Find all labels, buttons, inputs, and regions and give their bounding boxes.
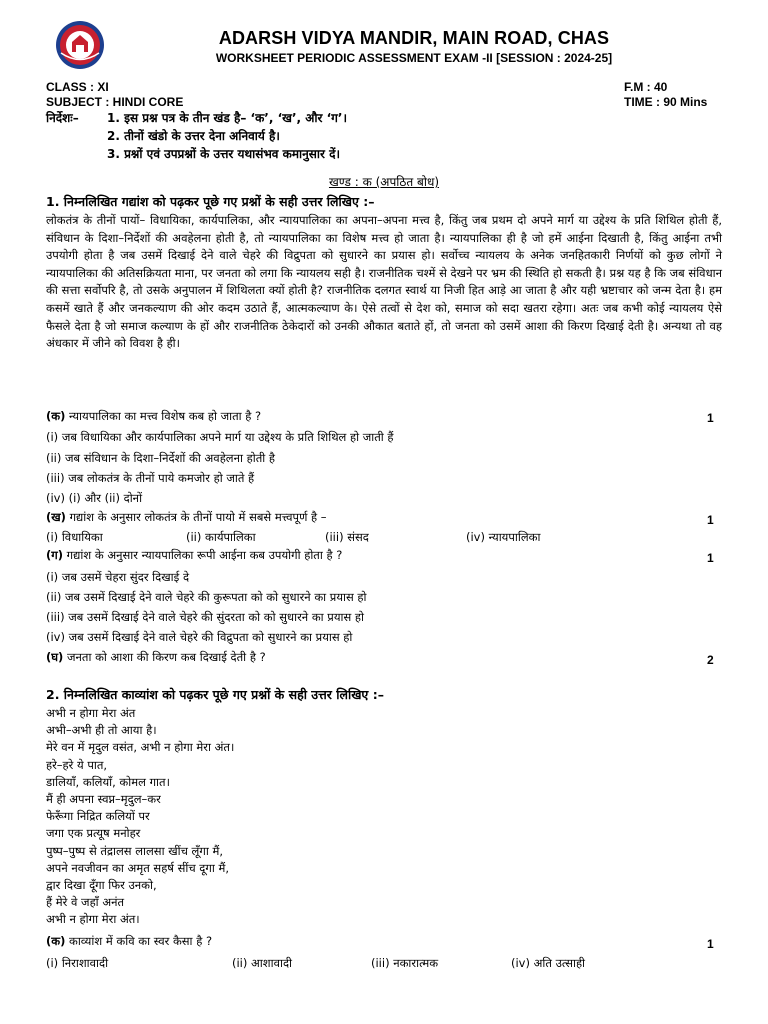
sub-question-text: न्यायपालिका का मत्त्व विशेष कब हो जाता है ? [69,409,262,423]
option: (iii) जब लोकतंत्र के तीनों पाये कमजोर हो जाते हैं [46,471,255,485]
option: (i) जब विधायिका और कार्यपालिका अपने मार्ग या उद्देश्य के प्रति शिथिल हो जाती हैं [46,430,394,444]
option: (i) जब उसमें चेहरा सुंदर दिखाई दे [46,570,190,584]
sub-question-label: (ग) [46,548,63,562]
instructions-label: निर्देशः– [46,111,79,125]
option: (ii) कार्यपालिका [186,530,256,544]
option: (iii) संसद [325,530,369,544]
prose-passage: लोकतंत्र के तीनों पायों– विधायिका, कार्यपालिका, और न्यायपालिका का अपना–अपना मत्त्व है, किंतु जब प्रथम दो अपने मार्ग या उद्देश्य के प्रति शिथिल होती हैं, संविधान के दिशा–निर्देशों की अवहेलना होती है, तो न्यायपालिका का विशेष मत्त्व हो जाता है। न्यायपालिका ही है जो हमें आईना दिखाती है, किंतु आईना तभी उपयोगी होता है जब उसमें दिखाई देने वाले चेहरे की विद्रुपता को सुधारने का प्रयास हो। सर्वोच्च न्यायलय के अनेक जनहितकारी निर्णयों को कुछ लोगों ने न्यायपालिका की अतिसक्रियता माना, पर जनता को लगा कि न्यायलय सही है। राजनीतिक चश्में से देखने पर भ्रम की स्थिति हो सकती है। प्रश्न यह है कि जब संविधान की सत्ता सर्वोपरि है, तो उसके अनुपालन में शिथिलता क्यों होती है? राजनीतिक दलगत स्वार्थ या निजी हित आड़े आ जाता है और यही भ्रष्टाचार को जन्म देता है। हम कसमें खाते हैं और जनकल्याण की ओर कदम उठाते हैं, आत्मकल्याण के। ऐसे तत्वों से देश को, समाज को सदा खतरा रहेगा। अतः जब कभी कोई न्यायलय ऐसे फैसले देता है जो समाज कल्याण के हों और राजनीतिक ठेकेदारों को उनकी औकात बताते हों, तो जनता को उसमें आशा की किरण दिखाई देती है। अन्यथा तो वह अंधकार में जीने को विवश है ही। [46,213,722,351]
option: (i) निराशावादी [46,956,109,970]
marks: 1 [707,513,714,527]
sub-question-label: (क) [46,934,66,948]
sub-question-text: गद्यांश के अनुसार लोकतंत्र के तीनों पायो में सबसे मत्त्वपूर्ण है – [69,510,327,524]
sub-question-text: काव्यांश में कवि का स्वर कैसा है ? [69,934,213,948]
subject-label: SUBJECT : HINDI CORE [46,95,184,109]
option: (iii) जब उसमें दिखाई देने वाले चेहरे की सुंदरता को को सुधारने का प्रयास हो [46,610,364,624]
sub-question-label: (क) [46,409,66,423]
option: (iv) न्यायपालिका [466,530,541,544]
sub-question-text: जनता को आशा की किरण कब दिखाई देती है ? [66,650,266,664]
poem-line: मेरे वन में मृदुल वसंत, अभी न होगा मेरा अंत। [46,740,235,755]
poem-passage [46,705,234,929]
section-heading: खण्ड : क (अपठित बोध) [328,175,440,189]
poem-line: हरे–हरे ये पात, [46,757,108,772]
poem-line: अभी–अभी ही तो आया है। [46,723,157,738]
option: (iv) अति उत्साही [511,956,586,970]
option: (ii) जब उसमें दिखाई देने वाले चेहरे की कुरूपता को को सुधारने का प्रयास हो [46,590,367,604]
option: (iv) (i) और (ii) दोनों [46,491,143,505]
poem-line: अपने नवजीवन का अमृत सहर्ष सींच दूगा मैं, [46,860,230,875]
poem-line: हैं मेरे वे जहाँ अनंत [46,895,125,910]
poem-line: पुष्प–पुष्प से तंद्रालस लालसा खींच लूँगा मैं, [46,843,223,858]
instruction-item: 2. तीनों खंडो के उत्तर देना अनिवार्य है। [107,129,280,143]
instruction-item: 3. प्रश्नों एवं उपप्रश्नों के उत्तर यथासंभव कमानुसार दें। [107,147,341,161]
sub-question-text: गद्यांश के अनुसार न्यायपालिका रूपी आईना कब उपयोगी होता है ? [66,548,343,562]
option: (iv) जब उसमें दिखाई देने वाले चेहरे की विद्रुपता को सुधारने का प्रयास हो [46,630,353,644]
marks: 1 [707,411,714,425]
exam-title: WORKSHEET PERIODIC ASSESSMENT EXAM -II [SESSION : 2024-25] [215,51,613,65]
marks: 2 [707,653,714,667]
option: (ii) जब संविधान के दिशा–निर्देशों की अवहेलना होती है [46,451,275,465]
poem-line: डालियाँ, कलियाँ, कोमल गात। [46,774,170,789]
poem-line: फेरूँगा निद्रित कलियों पर [46,809,150,824]
class-label: CLASS : XI [46,80,109,94]
sub-question-a [46,409,261,424]
sub-question-d [46,650,266,665]
option: (i) विधायिका [46,530,103,544]
poem-line: द्वार दिखा दूँगा फिर उनको, [46,878,157,893]
poem-line: अभी न होगा मेरा अंत। [46,912,140,927]
time-label: TIME : 90 Mins [624,95,708,109]
full-marks-label: F.M : 40 [624,80,668,94]
option: (ii) आशावादी [232,956,293,970]
question-1-heading: 1. निम्नलिखित गद्यांश को पढ़कर पूछे गए प्रश्नों के सही उत्तर लिखिए :– [46,194,375,209]
instruction-item: 1. इस प्रश्न पत्र के तीन खंड है– ‘क’, ‘ख’, और ‘ग’। [107,111,348,125]
poem-line: मैं ही अपना स्वप्न–मृदुल–कर [46,792,161,807]
school-name: ADARSH VIDYA MANDIR, MAIN ROAD, CHAS [218,28,610,48]
poem-line: अभी न होगा मेरा अंत [46,706,136,720]
sub-question-2a [46,934,212,949]
question-2-heading: 2. निम्नलिखित काव्यांश को पढ़कर पूछे गए प्रश्नों के सही उत्तर लिखिए :– [46,687,384,702]
sub-question-c [46,548,342,563]
marks: 1 [707,937,714,951]
poem-line: जगा एक प्रत्यूष मनोहर [46,826,141,841]
sub-question-label: (घ) [46,650,64,664]
option: (iii) नकारात्मक [371,956,439,970]
marks: 1 [707,551,714,565]
sub-question-b [46,510,327,525]
sub-question-label: (ख) [46,510,66,524]
